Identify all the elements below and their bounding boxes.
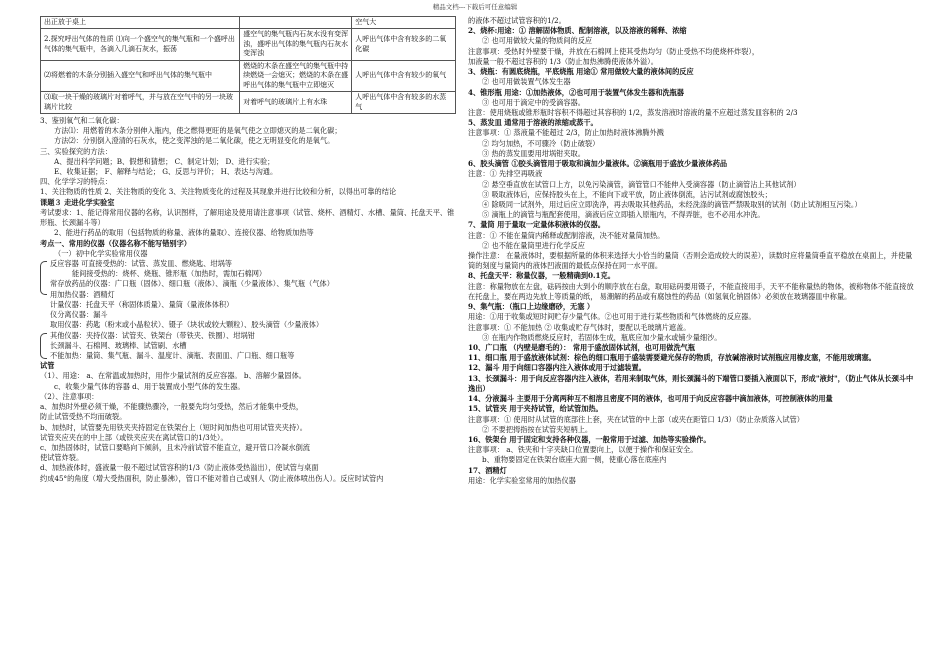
- table-cell: 2.探究呼出气体的性质 ⑴向一个盛空气的集气瓶和一个盛呼出气体的集气瓶中，各滴入几滴石灰水，振荡: [41, 29, 240, 60]
- text-line: ③ 也可用于滴定中的受滴容器。: [482, 97, 585, 107]
- text-line: 注意：使用烧瓶或锥形瓶时容积不得超过其容积的 1/2，蒸发溶液时溶液的量不应超过蒸发皿容积的 2/3: [468, 107, 798, 117]
- text-line: ⑤ 滴瓶上的滴管与瓶配套使用，滴液后应立即插入原瓶内，不得弄脏，也不必用水冲洗。: [482, 210, 765, 220]
- table-cell: 人呼出气体中含有较少的氧气: [352, 60, 456, 91]
- text-line: 操作注意： 在量液体时，要根据所量的体积来选择大小恰当的量筒（否则会造成较大的误差），读数时应将量筒垂直平稳放在桌面上，并使量筒的刻度与量筒内的液体凹液面的最低点保持在同一水平面。: [468, 251, 913, 271]
- text-line: （一）初中化学实验常用仪器: [54, 248, 148, 258]
- text-line: b、加热时，试管要先用铁夹夹持固定在铁架台上（短时间加热也可用试管夹夹持）。: [40, 422, 307, 432]
- item-heading: 3、烧瓶：有圆底烧瓶，平底烧瓶 用途① 常用做较大量的液体间的反应: [468, 67, 694, 77]
- text-line: 常存放药品的仪器：广口瓶（固体）、细口瓶（液体）、滴瓶（少量液体）、集气瓶（气体）: [50, 279, 334, 289]
- item-heading: 10、广口瓶 （内壁是磨毛的）： 常用于盛放固体试剂，也可用做洗气瓶: [468, 343, 696, 352]
- text-line: 3、鉴别氧气和二氧化碳：: [40, 115, 124, 125]
- item-heading: 16、铁架台 用于固定和支持各种仪器，一般常用于过滤、加热等实验操作。: [468, 434, 711, 444]
- text-line: 注意：① 不能在量筒内稀释或配制溶液，决不能对量筒加热。: [468, 230, 665, 240]
- text-line: （2）、注意事项：: [40, 391, 99, 401]
- item-heading: 8、托盘天平：称量仪器，一般精确到0.1克。: [468, 271, 615, 281]
- text-line: ③ 在瓶内作物质燃烧反应时，若固体生成，瓶底应加少量水或铺少量细沙。: [482, 332, 722, 342]
- text-line: （1）、用途： a、在常温或加热时，用作少量试剂的反应容器。 b、溶解少量固体。: [40, 371, 306, 381]
- text-line: ② 也可用做装置气体发生器: [482, 77, 571, 87]
- text-line: 反应容器 可直接受热的：试管、蒸发皿、燃烧匙、坩埚等: [50, 259, 232, 268]
- text-line: ② 悬空垂直放在试管口上方，以免污染滴管，滴管管口不能伸入受滴容器（防止滴管沾上其他试剂）: [482, 179, 801, 189]
- text-line: 试管夹应夹在的中上部（或铁夹应夹在离试管口的1/3处）。: [40, 432, 228, 442]
- table-row: [41, 60, 456, 91]
- instrument-list: [40, 259, 460, 331]
- text-line: 方法⑴：用燃着的木条分别伸入瓶内，使之燃得更旺的是氧气使之立即熄灭的是二氧化碳；: [54, 126, 342, 136]
- table-cell: 空气大: [352, 17, 456, 29]
- text-line: ③ 吸取液体后，应保持胶头在上，不能向下或平放，防止液体倒流，沾污试剂或腐蚀胶头；: [482, 189, 772, 199]
- text-line: 使试管炸裂。: [40, 453, 84, 463]
- text-line: 用加热仪器：酒精灯: [50, 289, 115, 299]
- item-heading: 15、试管夹 用于夹持试管，给试管加热。: [468, 404, 603, 414]
- item-heading: 6、胶头滴管 ①胶头滴管用于吸取和滴加少量液体。②滴瓶用于盛放少量液体药品: [468, 159, 728, 169]
- section-heading: 四、化学学习的特点：: [40, 177, 112, 187]
- brace-icon: [40, 333, 47, 359]
- text-line: 防止试管受热不均而破裂。: [40, 412, 127, 422]
- text-line: 不能加热：量筒、集气瓶、漏斗、温度计、滴瓶、表面皿、广口瓶、细口瓶等: [50, 350, 295, 360]
- item-heading: 14、分液漏斗 主要用于分离两种互不相溶且密度不同的液体，也可用于向反应容器中滴加液体，可控制液体的用量: [468, 394, 833, 404]
- item-heading: 9、集气瓶：（瓶口上边缘磨砂，无塞 ）: [468, 302, 595, 312]
- text-line: 计量仪器：托盘天平（称固体质量）、量筒（量液体体积）: [50, 299, 234, 309]
- table-cell: 出正放于桌上: [41, 17, 240, 29]
- table-cell: ⑶取一块干燥的玻璃片对着呼气，并与放在空气中的另一块玻璃片比较: [41, 92, 240, 114]
- text-line: c、加热固体时，试管口要略向下倾斜，且未冷前试管不能直立，避开管口冷凝水倒流: [40, 442, 310, 452]
- text-line: 考试要求：1、能记得常用仪器的名称，认识图样，了解用途及使用请注意事项（试管、烧杯、酒精灯、水槽、量筒、托盘天平、锥形瓶、长颈漏斗等）: [40, 207, 455, 228]
- brace-icon: [40, 261, 47, 295]
- text-line: 用途：化学实验室常用的加热仪器: [468, 475, 576, 485]
- text-line: ② 不要把拇指按在试管夹短柄上。: [482, 424, 593, 434]
- item-heading: 2、烧杯:用途：① 溶解固体物质、配制溶液，以及溶液的稀释、浓缩: [468, 26, 687, 36]
- text-line: ④ 除吸同一试剂外，用过后应立即洗净，再去吸取其他药品，未经洗涤的滴管严禁吸取别的试剂（防止试剂相互污染。）: [482, 199, 862, 209]
- item-heading: 7、量筒 用于量取一定量体积液体的仪器。: [468, 220, 605, 230]
- table-cell: 盛空气的集气瓶内石灰水没有变浑浊，盛呼出气体的集气瓶内石灰水变浑浊: [240, 29, 352, 60]
- item-heading: 11、细口瓶 用于盛放液体试剂：棕色的细口瓶用于盛装需要避光保存的物质，存放碱溶液时试剂瓶应用橡皮塞，不能用玻璃塞。: [468, 353, 876, 363]
- text-line: ② 也可用做较大量的物质间的反应: [482, 36, 593, 46]
- text-line: E、收集证据； F、解释与结论； G、反思与评价； H、表达与沟通。: [54, 167, 278, 177]
- left-column: [40, 16, 460, 666]
- experiment-table: [40, 16, 456, 114]
- text-line: 其他仪器：夹持仪器：试管夹、铁架台（带铁夹、铁圈）、坩埚钳: [50, 330, 255, 340]
- text-line: d、加热液体时，盛液量一般不超过试管容积的1/3（防止液体受热溢出），使试管与桌面: [40, 463, 319, 473]
- item-heading: 4、锥形瓶 用途：①加热液体，②也可用于装置气体发生器和洗瓶器: [468, 87, 684, 97]
- instrument-list: [40, 331, 460, 362]
- text-line: 注意事项：受热时外壁要干燥，并放在石棉网上使其受热均匀（防止受热不均使烧杯炸裂），: [468, 46, 760, 56]
- item-heading: 5、蒸发皿 通常用于溶液的浓缩或蒸干。: [468, 118, 598, 128]
- text-line: 长颈漏斗、石棉网、玻璃棒、试管刷、水槽: [50, 340, 187, 350]
- page-header: 精品文档---下载后可任意编辑: [432, 3, 518, 11]
- section-heading: 三、实验探究的方法：: [40, 146, 112, 156]
- text-line: 仪分离仪器：漏斗: [50, 310, 108, 320]
- table-row: [41, 17, 456, 29]
- text-line: 注意事项：① 蒸液量不能超过 2/3，防止加热时液体沸腾外溅: [468, 128, 664, 138]
- table-row: [41, 29, 456, 60]
- text-line: 能间接受热的：烧杯、烧瓶、锥形瓶（加热时，需加石棉网）: [72, 269, 267, 279]
- lesson-title: 课题３ 走进化学实验室: [40, 197, 115, 207]
- right-column: [468, 16, 916, 666]
- item-heading: 试管: [40, 361, 55, 371]
- text-line: ② 也不能在量筒里进行化学反应: [482, 240, 585, 250]
- table-cell: 燃烧的木条在盛空气的集气瓶中持续燃烧一会熄灭；燃烧的木条在盛呼出气体的集气瓶中立即熄灭: [240, 60, 352, 91]
- item-heading: 13、长颈漏斗：用于向反应容器内注入液体，若用来制取气体，则长颈漏斗的下端管口要插入液面以下，形成"液封"，（防止气体从长颈斗中逸出）: [468, 373, 914, 393]
- text-line: b、重物要固定在铁架台底座大面一侧，使重心落在底座内: [482, 455, 667, 465]
- table-row: [41, 92, 456, 114]
- text-line: 1、关注物质的性质 2、关注物质的变化 3、关注物质变化的过程及其现象并进行比较和分析，以得出可靠的结论: [40, 187, 397, 197]
- text-line: 注意：称量物放在左盘，砝码按由大到小的顺序放在右盘，取用砝码要用镊子，不能直接用手，天平不能称量热的物体，被称物体不能直接放在托盘上，要在两边先放上等质量的纸， 易潮解的药品或有腐蚀性的药品（如氢氧化钠固体）必须放在玻璃器皿中称量。: [468, 281, 914, 301]
- table-cell: 人呼出气体中含有较多的二氧化碳: [352, 29, 456, 60]
- text-line: 2、能进行药品的取用（包括物质的称量、液体的量取）、连接仪器、给物质加热等: [54, 228, 314, 238]
- text-line: 用途：①用于收集或短时间贮存少量气体。②也可用于进行某些物质和气体燃烧的反应器。: [468, 312, 756, 322]
- table-cell: 对着呼气的玻璃片上有水珠: [240, 92, 352, 114]
- text-line: c、收集少量气体的容器 d、用于装置成小型气体的发生器。: [54, 381, 245, 391]
- text-line: 的液体不超过试管容积的1/2。: [468, 16, 566, 25]
- text-line: ② 均匀加热，不可骤冷（防止破裂）: [482, 138, 600, 148]
- text-line: A、提出科学问题；B、假想和猜想； C、制定计划； D、进行实验；: [54, 156, 275, 166]
- text-line: 注意事项： a、铁夹和十字夹缺口位置要向上，以便于操作和保证安全。: [468, 445, 698, 455]
- text-line: ③ 热的蒸发皿要用坩埚钳夹取。: [482, 148, 585, 158]
- table-cell: ⑵将燃着的木条分别插入盛空气和呼出气体的集气瓶中: [41, 60, 240, 91]
- text-line: 方法⑵：分别倒入澄清的石灰水，使之变浑浊的是二氧化碳，使之无明显变化的是氧气。: [54, 136, 335, 146]
- text-line: a、加热时外壁必须干燥，不能骤热骤冷，一般要先均匀受热，然后才能集中受热，: [40, 402, 304, 412]
- text-line: 注意：① 先排空再吸液: [468, 169, 543, 179]
- item-heading: 12、漏斗 用于向细口容器内注入液体或用于过滤装置。: [468, 363, 646, 373]
- text-line: 注意事项：① 使用时从试管的底部往上套，夹在试管的中上部（或夹在距管口 1/3）（防止杂质落入试管）: [468, 414, 804, 424]
- item-heading: 17、酒精灯: [468, 465, 507, 475]
- text-line: 约成45°的角度（增大受热面积，防止暴沸），管口不能对着自己或别人（防止液体喷出伤人）。反应时试管内: [40, 473, 384, 483]
- text-line: 注意事项：① 不能加热 ② 收集或贮存气体时，要配以毛玻璃片遮盖。: [468, 322, 691, 332]
- table-cell: 人呼出气体中含有较多的水蒸气: [352, 92, 456, 114]
- text-line: 加液量一般不超过容积的 1/3（防止加热沸腾使液体外溢）。: [468, 56, 658, 66]
- section-heading: 考点一、常用的仪器（仪器名称不能写错别字）: [40, 238, 191, 248]
- table-cell: [240, 17, 352, 29]
- text-line: 取用仪器：药匙（粉末或小晶粒状）、镊子（块状或较大颗粒）、胶头滴管（少量液体）: [50, 320, 324, 330]
